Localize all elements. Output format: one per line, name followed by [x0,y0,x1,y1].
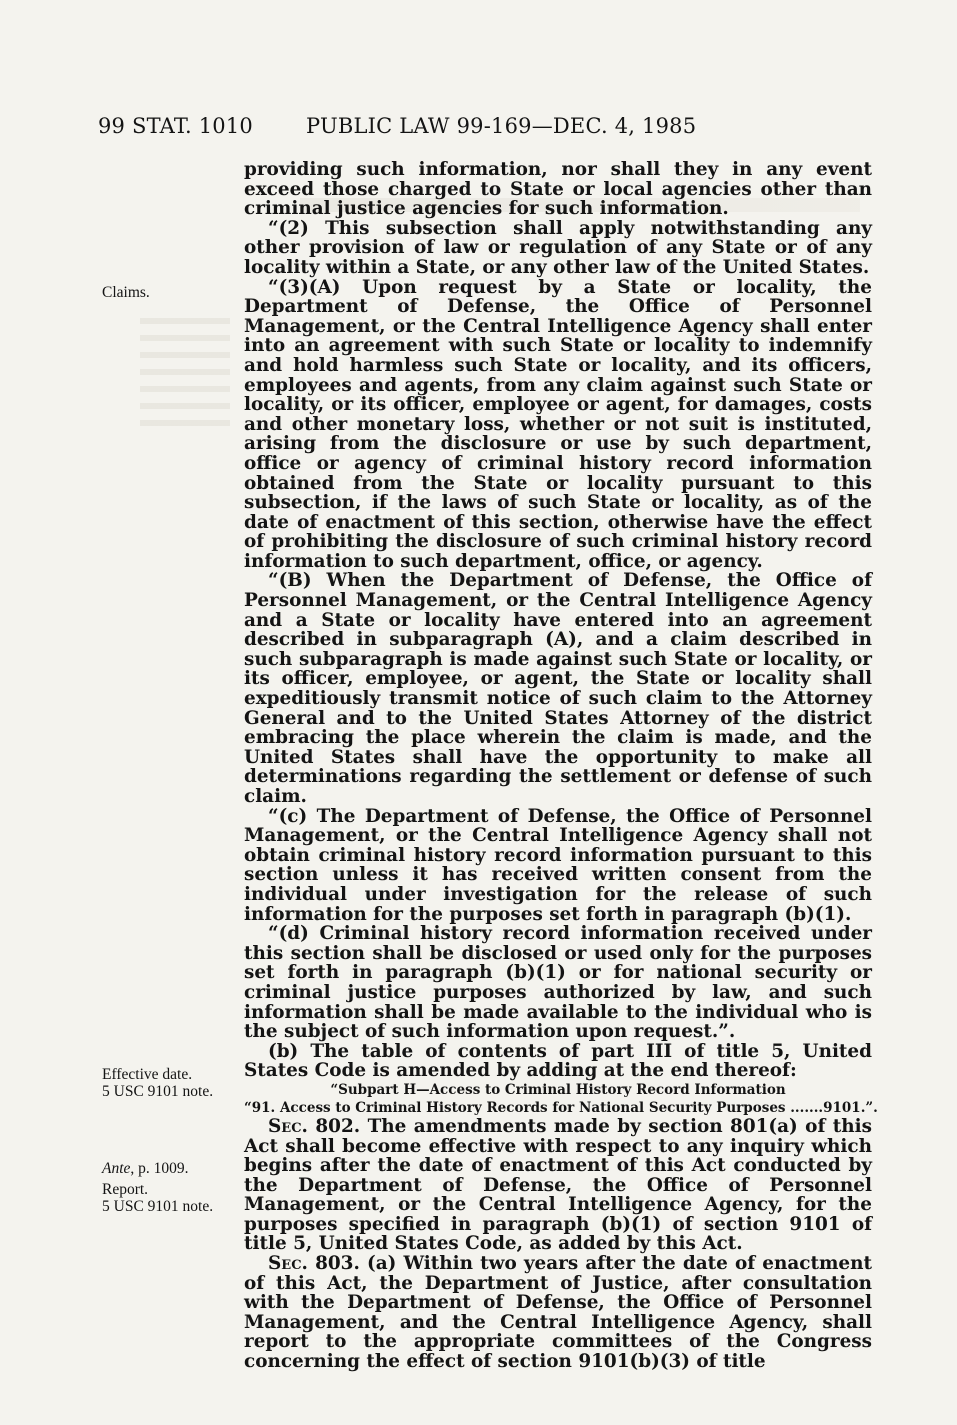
margin-note-ante-italic: Ante [102,1160,131,1177]
statute-body-text [244,159,878,1373]
margin-note-effective-date [102,1066,213,1100]
section-802-text: The amendments made by section 801(a) of this Act shall become effective with respect to any inquiry which begins after the date of enactment of this Act conducted by the Department of Defense, the Office of Personnel Management, or the Central Intelligence Agency, for the purposes specified in paragraph (b)(1) of section 9101 of title 5, United States Code, as added by this Act. [244,1115,872,1255]
section-802 [244,1117,872,1254]
margin-note-ante-rest: , p. 1009. [130,1160,189,1177]
section-803 [244,1254,872,1372]
paragraph-c: “(c) The Department of Defense, the Office of Personnel Management, or the Central Intelligence Agency shall not obtain criminal history record information pursuant to this section unless it has received written consent from the individual under investigation for the release of such information for the purposes set forth in paragraph (b)(1). [244,805,872,925]
section-803-label: Sec. 803. [268,1253,360,1275]
margin-note-effective-date-label: Effective date. [102,1066,193,1083]
margin-note-report-label: Report. [102,1181,149,1198]
paragraph-d: “(d) Criminal history record information received under this section shall be disclosed or used only for the purposes set forth in paragraph (b)(1) or for national security or criminal justice purposes authorized by law, and such information shall be made available to the individual who is the subject of such information upon request.”. [244,923,872,1043]
bleed-through-artifact [140,318,230,428]
margin-note-ante [102,1160,189,1177]
margin-note-claims: Claims. [102,284,150,301]
stat-page-reference: 99 STAT. 1010 [98,114,253,138]
paragraph-3a: “(3)(A) Upon request by a State or locality, the Department of Defense, the Office of Personnel Management, or the Central Intelligence Agency shall enter into an agreement with such State or locality to indemnify and hold harmless such State or locality, and its officers, employees and agents, from any claim against such State or locality, or its officer, employee or agent, for damages, costs and other monetary loss, whether or not suit is instituted, arising from the disclosure or use by such department, office or agency of criminal history record information obtained from the State or locality pursuant to this subsection, if the laws of such State or locality, as of the date of enactment of this section, otherwise have the effect of prohibiting the disclosure of such criminal history record information to such department, office, or agency. [244,276,872,572]
section-802-label: Sec. 802. [268,1115,361,1137]
section-803-text: (a) Within two years after the date of enactment of this Act, the Department of Justice, after consultation with the Department of Defense, the Office of Personnel Management, and the Central Intelligence Agency, shall report to the appropriate committees of the Congress concerning the effect of section 9101(b)(3) of title [244,1253,872,1373]
toc-chapter-entry: “91. Access to Criminal History Records for National Security Purposes .......9101.”. [244,1099,878,1116]
paragraph-3b: “(B) When the Department of Defense, the Office of Personnel Management, or the Central Intelligence Agency and a State or locality have entered into an agreement described in subparagraph (A), and a claim described in such subparagraph is made against such State or locality, or its officer, employee, or agent, the State or locality shall expeditiously transmit notice of such claim to the Attorney General and to the United States Attorney of the district embracing the place wherein the claim is made, and the United States shall have the opportunity to make all determinations regarding the settlement or defense of such claim. [244,570,872,807]
margin-note-report-cite: 5 USC 9101 note. [102,1198,214,1215]
public-law-header: PUBLIC LAW 99-169—DEC. 4, 1985 [306,114,697,138]
margin-note-effective-date-cite: 5 USC 9101 note. [102,1083,214,1100]
margin-note-report [102,1181,213,1215]
paragraph-continuation: providing such information, nor shall they in any event exceed those charged to State or local agencies other than criminal justice agencies for such information. [244,159,872,220]
toc-subpart-heading: “Subpart H—Access to Criminal History Record Information [330,1081,786,1098]
paragraph-2: “(2) This subsection shall apply notwithstanding any other provision of law or regulation of any State or of any locality within a State, or any other law of the United States. [244,217,872,278]
paragraph-b-amendment: (b) The table of contents of part III of title 5, United States Code is amended by adding at the end thereof: [244,1040,872,1082]
